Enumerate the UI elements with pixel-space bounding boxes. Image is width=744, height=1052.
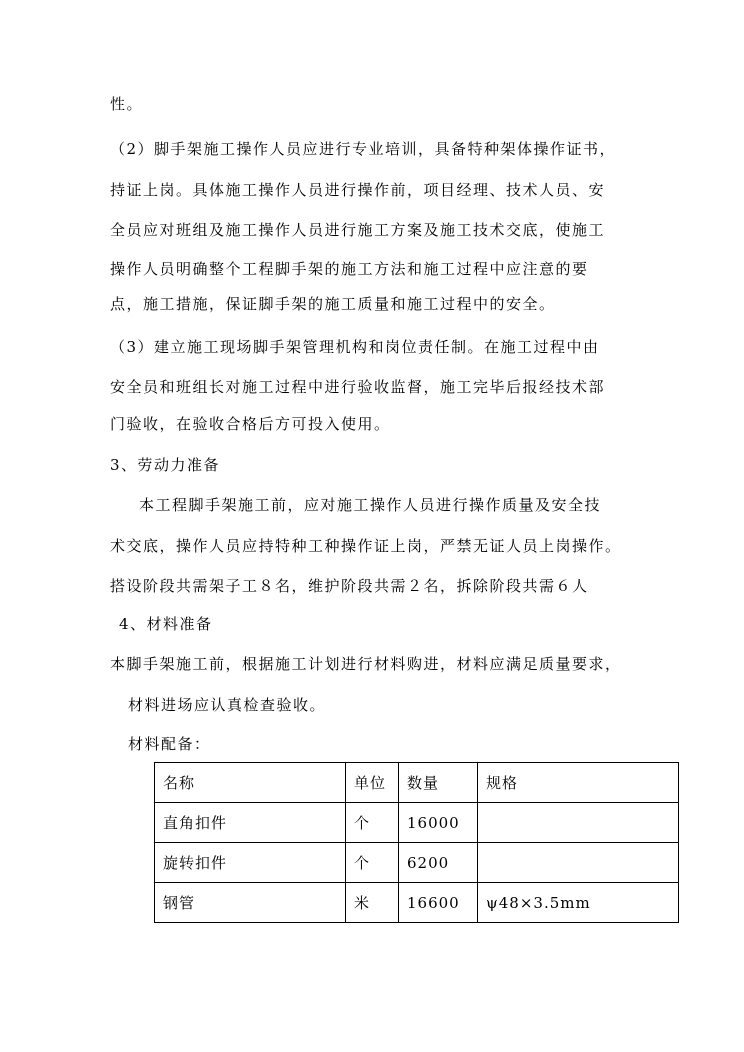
table-caption: 材料配备：: [128, 735, 211, 753]
para-2-line-4: 操作人员明确整个工程脚手架的施工方法和施工过程中应注意的要: [110, 260, 589, 278]
cell-spec: ψ48×3.5mm: [478, 883, 679, 923]
header-quantity: 数量: [399, 763, 478, 803]
cell-name: 钢管: [155, 883, 346, 923]
para-2-line-5: 点，施工措施，保证脚手架的施工质量和施工过程中的安全。: [110, 295, 556, 313]
para-2-line-3: 全员应对班组及施工操作人员进行施工方案及施工技术交底，使施工: [110, 221, 606, 239]
header-unit: 单位: [346, 763, 399, 803]
para-3-line-3: 门验收，在验收合格后方可投入使用。: [110, 415, 391, 433]
cell-unit: 个: [346, 843, 399, 883]
cell-spec: [478, 803, 679, 843]
cell-unit: 米: [346, 883, 399, 923]
para-4-line-2: 术交底，操作人员应持特种工种操作证上岗，严禁无证人员上岗操作。: [110, 537, 622, 555]
materials-table: [154, 762, 679, 923]
para-1-tail: 性。: [110, 95, 144, 113]
para-5-line-2: 材料进场应认真检查验收。: [128, 696, 327, 714]
header-spec: 规格: [478, 763, 679, 803]
table-header-row: [155, 763, 679, 803]
para-3-line-1: （3）建立施工现场脚手架管理机构和岗位责任制。在施工过程中由: [110, 338, 600, 356]
para-4-line-1: 本工程脚手架施工前，应对施工操作人员进行操作质量及安全技: [139, 496, 602, 514]
cell-quantity: 6200: [399, 843, 478, 883]
table-row: [155, 843, 679, 883]
section-3-heading: 3、劳动力准备: [110, 456, 221, 474]
table-row: [155, 883, 679, 923]
section-4-heading: 4、材料准备: [119, 615, 213, 633]
para-2-line-1: （2）脚手架施工操作人员应进行专业培训，具备特种架体操作证书，: [110, 140, 617, 158]
table-row: [155, 803, 679, 843]
header-name: 名称: [155, 763, 346, 803]
para-5-line-1: 本脚手架施工前，根据施工计划进行材料购进，材料应满足质量要求，: [110, 655, 622, 673]
cell-unit: 个: [346, 803, 399, 843]
cell-quantity: 16600: [399, 883, 478, 923]
cell-quantity: 16000: [399, 803, 478, 843]
cell-spec: [478, 843, 679, 883]
para-4-line-3: 搭设阶段共需架子工８名，维护阶段共需２名，拆除阶段共需６人: [110, 577, 589, 595]
para-2-line-2: 持证上岗。具体施工操作人员进行操作前，项目经理、技术人员、安: [110, 181, 606, 199]
cell-name: 直角扣件: [155, 803, 346, 843]
para-3-line-2: 安全员和班组长对施工过程中进行验收监督，施工完毕后报经技术部: [110, 378, 606, 396]
cell-name: 旋转扣件: [155, 843, 346, 883]
